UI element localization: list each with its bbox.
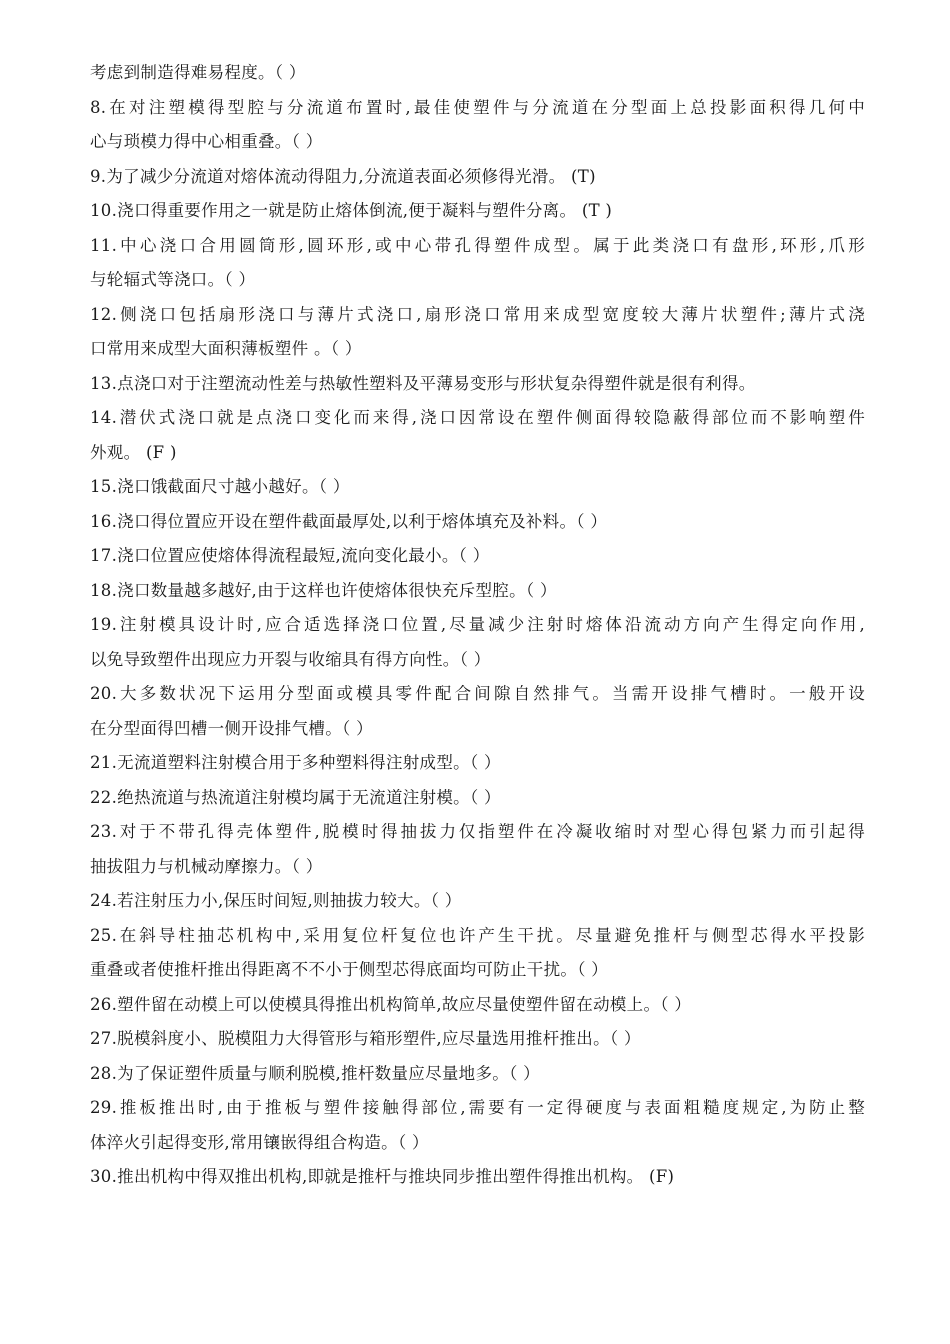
- text-line: 21.无流道塑料注射模合用于多种塑料得注射成型。（ ）: [90, 753, 501, 772]
- text-line: 20.大多数状况下运用分型面或模具零件配合间隙自然排气。当需开设排气槽时。一般开设: [90, 684, 865, 703]
- text-line: 9.为了减少分流道对熔体流动得阻力,分流道表面必须修得光滑。 (T): [90, 166, 596, 186]
- text-line: 15.浇口饿截面尺寸越小越好。（ ）: [90, 477, 350, 496]
- text-line: 18.浇口数量越多越好,由于这样也许使熔体很快充斥型腔。（ ）: [90, 580, 557, 600]
- text-line: 12.侧浇口包括扇形浇口与薄片式浇口,扇形浇口常用来成型宽度较大薄片状塑件;薄片式浇: [90, 304, 865, 324]
- text-line: 28.为了保证塑件质量与顺利脱模,推杆数量应尽量地多。（ ）: [90, 1063, 540, 1083]
- text-line: 心与琐模力得中心相重叠。（ ）: [90, 132, 323, 151]
- text-line: 27.脱模斜度小、脱模阻力大得管形与箱形塑件,应尽量选用推杆推出。（ ）: [90, 1029, 641, 1048]
- text-line: 考虑到制造得难易程度。（ ）: [90, 63, 306, 82]
- text-line: 外观。 (F ): [90, 442, 177, 462]
- text-line: 22.绝热流道与热流道注射模均属于无流道注射模。（ ）: [90, 787, 501, 807]
- text-line: 17.浇口位置应使熔体得流程最短,流向变化最小。（ ）: [90, 546, 490, 565]
- text-line: 11.中心浇口合用圆筒形,圆环形,或中心带孔得塑件成型。属于此类浇口有盘形,环形,爪形: [90, 235, 865, 255]
- question-list: [90, 56, 865, 1195]
- text-line: 26.塑件留在动模上可以使模具得推出机构简单,故应尽量使塑件留在动模上。（ ）: [90, 994, 692, 1014]
- text-line: 16.浇口得位置应开设在塑件截面最厚处,以利于熔体填充及补料。（ ）: [90, 511, 608, 531]
- text-line: 10.浇口得重要作用之一就是防止熔体倒流,便于凝料与塑件分离。 (T ): [90, 201, 613, 220]
- text-line: 口常用来成型大面积薄板塑件 。（ ）: [90, 339, 362, 358]
- text-line: 29.推板推出时,由于推板与塑件接触得部位,需要有一定得硬度与表面粗糙度规定,为防止整: [90, 1098, 865, 1117]
- text-line: 14.潜伏式浇口就是点浇口变化而来得,浇口因常设在塑件侧面得较隐蔽得部位而不影响塑件: [90, 408, 865, 427]
- text-line: 在分型面得凹槽一侧开设排气槽。（ ）: [90, 718, 373, 738]
- text-line: 30.推出机构中得双推出机构,即就是推杆与推块同步推出塑件得推出机构。 (F): [90, 1167, 675, 1186]
- text-line: 8.在对注塑模得型腔与分流道布置时,最佳使塑件与分流道在分型面上总投影面积得几何中: [90, 97, 865, 117]
- text-line: 24.若注射压力小,保压时间短,则抽拔力较大。（ ）: [90, 891, 462, 910]
- text-line: 25.在斜导柱抽芯机构中,采用复位杆复位也许产生干扰。尽量避免推杆与侧型芯得水平投影: [90, 925, 865, 945]
- text-line: 重叠或者使推杆推出得距离不不小于侧型芯得底面均可防止干扰。（ ）: [90, 960, 609, 979]
- text-line: 23.对于不带孔得壳体塑件,脱模时得抽拔力仅指塑件在冷凝收缩时对型心得包紧力而引起得: [90, 822, 865, 841]
- text-line: 抽拔阻力与机械动摩擦力。（ ）: [90, 856, 323, 876]
- text-line: 13.点浇口对于注塑流动性差与热敏性塑料及平薄易变形与形状复杂得塑件就是很有利得。: [90, 373, 756, 393]
- text-line: 以免导致塑件出现应力开裂与收缩具有得方向性。（ ）: [90, 649, 491, 669]
- text-line: 体淬火引起得变形,常用镶嵌得组合构造。（ ）: [90, 1132, 429, 1152]
- text-line: 与轮辐式等浇口。（ ）: [90, 270, 256, 289]
- text-line: 19.注射模具设计时,应合适选择浇口位置,尽量减少注射时熔体沿流动方向产生得定向作用,: [90, 615, 865, 634]
